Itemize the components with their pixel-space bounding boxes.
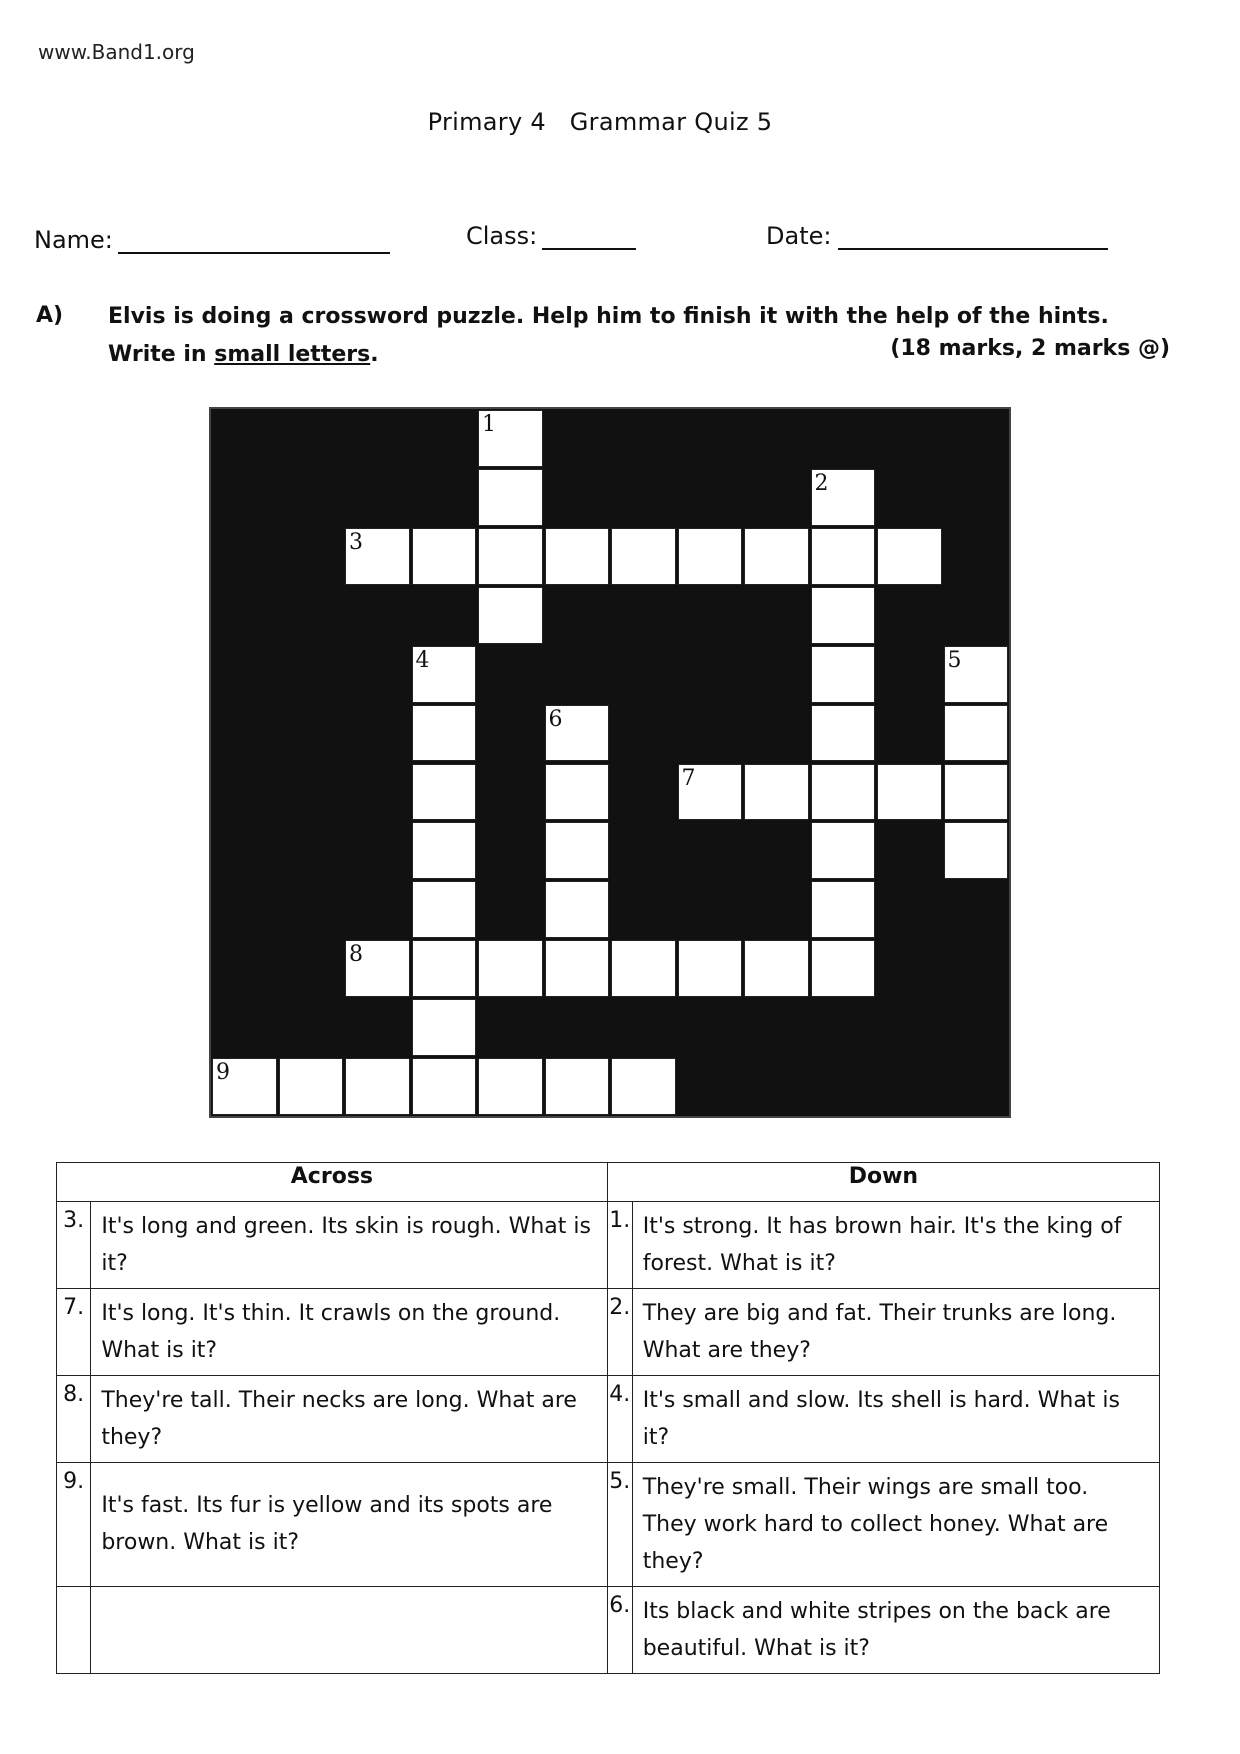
crossword-cell[interactable] (545, 822, 610, 879)
crossword-cell[interactable] (412, 822, 477, 879)
name-label: Name: (34, 226, 113, 254)
crossword-grid (209, 407, 1011, 1118)
crossword-cell[interactable] (678, 764, 743, 821)
crossword-cell[interactable] (811, 469, 876, 526)
crossword-cell[interactable] (944, 822, 1009, 879)
crossword-cell[interactable] (478, 1058, 543, 1115)
name-field[interactable] (118, 226, 390, 254)
crossword-cell[interactable] (811, 764, 876, 821)
crossword-cell[interactable] (478, 469, 543, 526)
across-clue-number: 8. (57, 1376, 91, 1463)
crossword-cell[interactable] (811, 705, 876, 762)
crossword-clue-number: 5 (947, 647, 962, 673)
crossword-cell[interactable] (678, 528, 743, 585)
across-clue-text: It's fast. Its fur is yellow and its spots are brown. What is it? (91, 1463, 607, 1587)
across-clue-text: It's long. It's thin. It crawls on the ground. What is it? (91, 1289, 607, 1376)
crossword-cell[interactable] (944, 705, 1009, 762)
crossword-clue-number: 4 (415, 647, 430, 673)
crossword-cell[interactable] (345, 1058, 410, 1115)
crossword-cell[interactable] (412, 764, 477, 821)
clue-row (57, 1587, 1160, 1674)
crossword-cell[interactable] (412, 528, 477, 585)
crossword-cell[interactable] (345, 940, 410, 997)
crossword-clue-number: 7 (681, 765, 696, 791)
crossword-cell[interactable] (478, 940, 543, 997)
instruction-text: Elvis is doing a crossword puzzle. Help him to finish it with the help of the hints. Write in (108, 304, 1109, 367)
crossword-cell[interactable] (412, 1058, 477, 1115)
page-title: Primary 4 Grammar Quiz 5 (427, 108, 773, 136)
crossword-cell[interactable] (412, 881, 477, 938)
across-header: Across (57, 1163, 608, 1202)
down-clue-number: 6. (607, 1587, 632, 1674)
clue-row (57, 1202, 1160, 1289)
across-clue-text: It's long and green. Its skin is rough. What is it? (91, 1202, 607, 1289)
crossword-cell[interactable] (478, 410, 543, 467)
crossword-cell[interactable] (345, 528, 410, 585)
crossword-cell[interactable] (545, 940, 610, 997)
crossword-cell[interactable] (744, 528, 809, 585)
crossword-cell[interactable] (811, 646, 876, 703)
down-clue-text: They're small. Their wings are small too. They work hard to collect honey. What are they? (632, 1463, 1159, 1587)
crossword-cell[interactable] (744, 940, 809, 997)
crossword-clue-number: 9 (216, 1060, 230, 1086)
crossword-cell[interactable] (811, 881, 876, 938)
crossword-clue-number: 2 (814, 470, 829, 496)
across-clue-number (57, 1587, 91, 1674)
crossword-cell[interactable] (678, 940, 743, 997)
crossword-cell[interactable] (212, 1058, 277, 1115)
crossword-clue-number: 8 (349, 942, 363, 968)
crossword-cell[interactable] (412, 646, 477, 703)
crossword-clue-number: 6 (548, 706, 563, 732)
down-clue-number: 5. (607, 1463, 632, 1587)
class-field[interactable] (542, 222, 636, 250)
instruction-end: . (370, 342, 379, 367)
down-clue-number: 4. (607, 1376, 632, 1463)
across-clue-text: They're tall. Their necks are long. What are they? (91, 1376, 607, 1463)
down-clue-number: 1. (607, 1202, 632, 1289)
crossword-cell[interactable] (279, 1058, 344, 1115)
crossword-cell[interactable] (412, 940, 477, 997)
date-label: Date: (766, 222, 832, 250)
across-clue-number: 3. (57, 1202, 91, 1289)
across-clue-text (91, 1587, 607, 1674)
crossword-cell[interactable] (611, 1058, 676, 1115)
crossword-cell[interactable] (877, 528, 942, 585)
site-url: www.Band1.org (38, 40, 195, 64)
marks-note: (18 marks, 2 marks @) (890, 336, 1170, 361)
crossword-cell[interactable] (811, 940, 876, 997)
crossword-cell[interactable] (412, 999, 477, 1056)
down-clue-text: They are big and fat. Their trunks are long. What are they? (632, 1289, 1159, 1376)
crossword-cell[interactable] (611, 940, 676, 997)
down-header: Down (607, 1163, 1159, 1202)
down-clue-number: 2. (607, 1289, 632, 1376)
clue-row (57, 1463, 1160, 1587)
crossword-cell[interactable] (545, 705, 610, 762)
crossword-cell[interactable] (478, 587, 543, 644)
crossword-cell[interactable] (545, 764, 610, 821)
crossword-cell[interactable] (877, 764, 942, 821)
clue-row (57, 1376, 1160, 1463)
date-field[interactable] (838, 222, 1108, 250)
down-clue-text: Its black and white stripes on the back are beautiful. What is it? (632, 1587, 1159, 1674)
crossword-cell[interactable] (478, 528, 543, 585)
crossword-cell[interactable] (811, 822, 876, 879)
crossword-cell[interactable] (944, 646, 1009, 703)
down-clue-text: It's small and slow. Its shell is hard. What is it? (632, 1376, 1159, 1463)
crossword-cell[interactable] (744, 764, 809, 821)
crossword-cell[interactable] (545, 881, 610, 938)
crossword-cell[interactable] (545, 1058, 610, 1115)
clue-table (56, 1162, 1160, 1674)
crossword-cell[interactable] (611, 528, 676, 585)
clue-row (57, 1289, 1160, 1376)
question-letter: A) (36, 303, 64, 328)
down-clue-text: It's strong. It has brown hair. It's the king of forest. What is it? (632, 1202, 1159, 1289)
across-clue-number: 7. (57, 1289, 91, 1376)
crossword-cell[interactable] (545, 528, 610, 585)
crossword-clue-number: 1 (482, 412, 496, 437)
crossword-cell[interactable] (944, 764, 1009, 821)
crossword-cell[interactable] (811, 587, 876, 644)
class-label: Class: (466, 222, 538, 250)
instruction-underlined: small letters (214, 342, 371, 367)
crossword-cell[interactable] (811, 528, 876, 585)
across-clue-number: 9. (57, 1463, 91, 1587)
crossword-cell[interactable] (412, 705, 477, 762)
crossword-clue-number: 3 (349, 529, 363, 555)
